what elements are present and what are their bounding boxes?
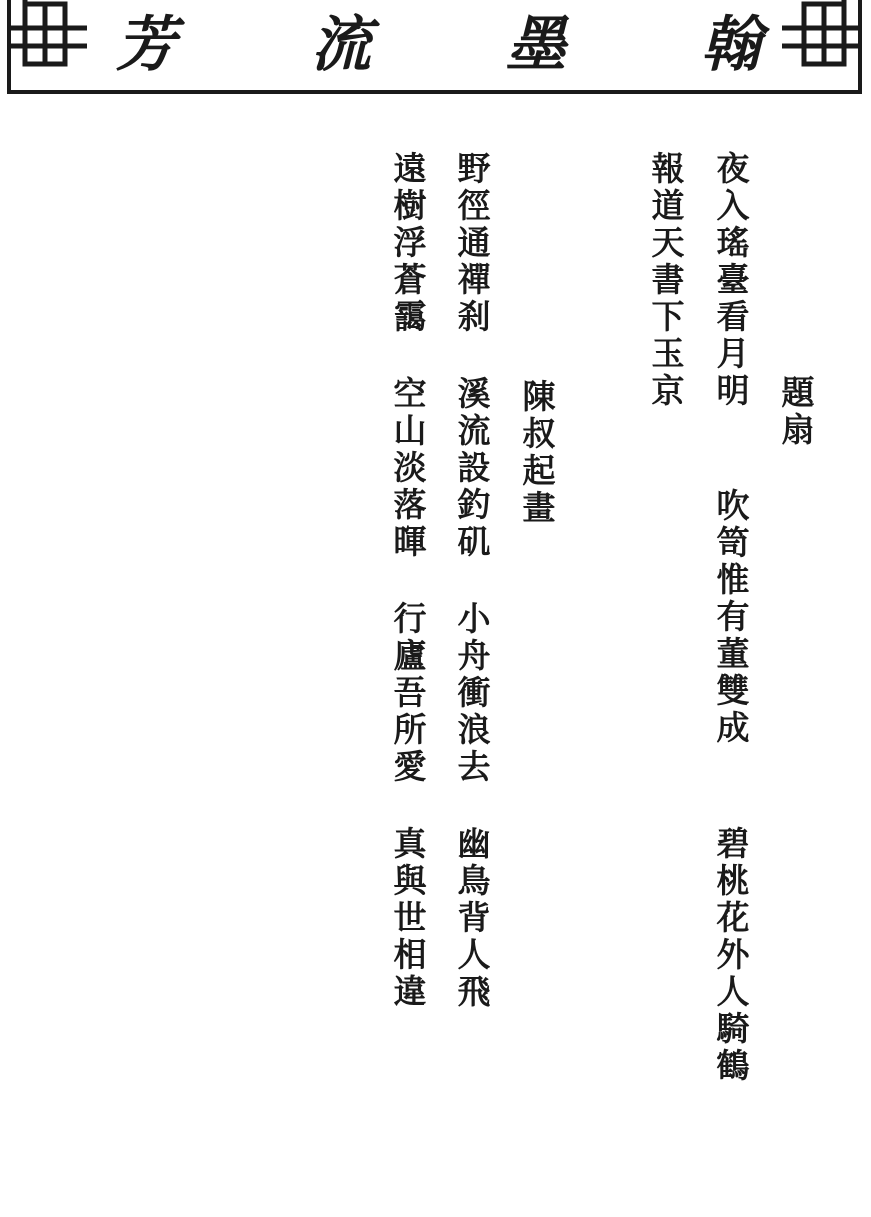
verse-char: 溪 [457, 374, 491, 413]
verse-char: 起 [522, 451, 556, 490]
verse-char: 行 [393, 599, 427, 638]
verse-char: 京 [651, 371, 685, 410]
verse-char: 愛 [393, 747, 427, 786]
verse-char: 人 [716, 972, 750, 1011]
verse-char: 刹 [457, 297, 491, 336]
verse-char: 夜 [716, 149, 750, 188]
verse-char: 矶 [457, 522, 491, 561]
verse-line [390, 600, 430, 785]
fret-ornament-left-icon [11, 0, 87, 90]
verse-char: 題 [781, 373, 815, 412]
verse-char: 臺 [716, 260, 750, 299]
verse-char: 禪 [457, 260, 491, 299]
verse-char: 淡 [393, 448, 427, 487]
verse-char: 相 [393, 935, 427, 974]
header-banner [7, 0, 862, 94]
verse-char: 與 [393, 861, 427, 900]
verse-char: 瑤 [716, 223, 750, 262]
verse-char: 入 [716, 186, 750, 225]
verse-char: 流 [457, 411, 491, 450]
verse-char: 成 [716, 708, 750, 747]
verse-char: 世 [393, 898, 427, 937]
verse-char: 月 [716, 334, 750, 373]
verse-line [390, 150, 430, 335]
verse-char: 花 [716, 898, 750, 937]
verse-char: 人 [457, 935, 491, 974]
verse-char: 空 [393, 374, 427, 413]
verse-char: 幽 [457, 824, 491, 863]
verse-line [713, 487, 753, 746]
page-title [111, 10, 766, 80]
verse-char: 報 [651, 149, 685, 188]
verse-char: 笥 [716, 523, 750, 562]
verse-char: 徑 [457, 186, 491, 225]
verse-char: 桃 [716, 861, 750, 900]
verse-char: 鶴 [716, 1046, 750, 1085]
verse-char: 背 [457, 898, 491, 937]
verse-char: 看 [716, 297, 750, 336]
verse-char: 鳥 [457, 861, 491, 900]
verse-char: 遠 [393, 149, 427, 188]
verse-char: 雙 [716, 671, 750, 710]
verse-char: 下 [651, 297, 685, 336]
verse-char: 吹 [716, 486, 750, 525]
verse-char: 有 [716, 597, 750, 636]
title-char: 流 [311, 10, 371, 80]
verse-char: 衝 [457, 673, 491, 712]
verse-line [454, 375, 494, 560]
verse-char: 違 [393, 972, 427, 1011]
verse-char: 通 [457, 223, 491, 262]
title-char: 翰 [701, 10, 761, 80]
verse-char: 畫 [522, 488, 556, 527]
verse-char: 飛 [457, 972, 491, 1011]
verse-char: 騎 [716, 1009, 750, 1048]
verse-char: 扇 [781, 410, 815, 449]
verse-char: 真 [393, 824, 427, 863]
verse-char: 靄 [393, 297, 427, 336]
verse-line [390, 825, 430, 1010]
verse-char: 道 [651, 186, 685, 225]
verse-char: 明 [716, 371, 750, 410]
verse-char: 董 [716, 634, 750, 673]
verse-char: 外 [716, 935, 750, 974]
verse-line [454, 600, 494, 785]
verse-char: 野 [457, 149, 491, 188]
verse-line [648, 150, 688, 409]
verse-char: 書 [651, 260, 685, 299]
verse-char: 惟 [716, 560, 750, 599]
fret-ornament-right-icon [782, 0, 858, 90]
verse-line [454, 150, 494, 335]
verse-char: 小 [457, 599, 491, 638]
verse-line [713, 150, 753, 409]
verse-char: 蒼 [393, 260, 427, 299]
verse-char: 舟 [457, 636, 491, 675]
author-signature [519, 378, 559, 526]
poem-title [778, 374, 818, 448]
verse-line [390, 375, 430, 560]
verse-line [713, 825, 753, 1084]
verse-line [454, 825, 494, 1010]
title-char: 芳 [116, 10, 176, 80]
verse-char: 浪 [457, 710, 491, 749]
verse-char: 樹 [393, 186, 427, 225]
verse-char: 玉 [651, 334, 685, 373]
verse-char: 設 [457, 448, 491, 487]
verse-char: 落 [393, 485, 427, 524]
verse-char: 釣 [457, 485, 491, 524]
verse-char: 暉 [393, 522, 427, 561]
verse-char: 浮 [393, 223, 427, 262]
verse-char: 山 [393, 411, 427, 450]
title-char: 墨 [506, 10, 566, 80]
verse-char: 廬 [393, 636, 427, 675]
verse-char: 去 [457, 747, 491, 786]
verse-char: 叔 [522, 414, 556, 453]
verse-char: 碧 [716, 824, 750, 863]
verse-char: 天 [651, 223, 685, 262]
verse-char: 陳 [522, 377, 556, 416]
verse-char: 所 [393, 710, 427, 749]
verse-char: 吾 [393, 673, 427, 712]
